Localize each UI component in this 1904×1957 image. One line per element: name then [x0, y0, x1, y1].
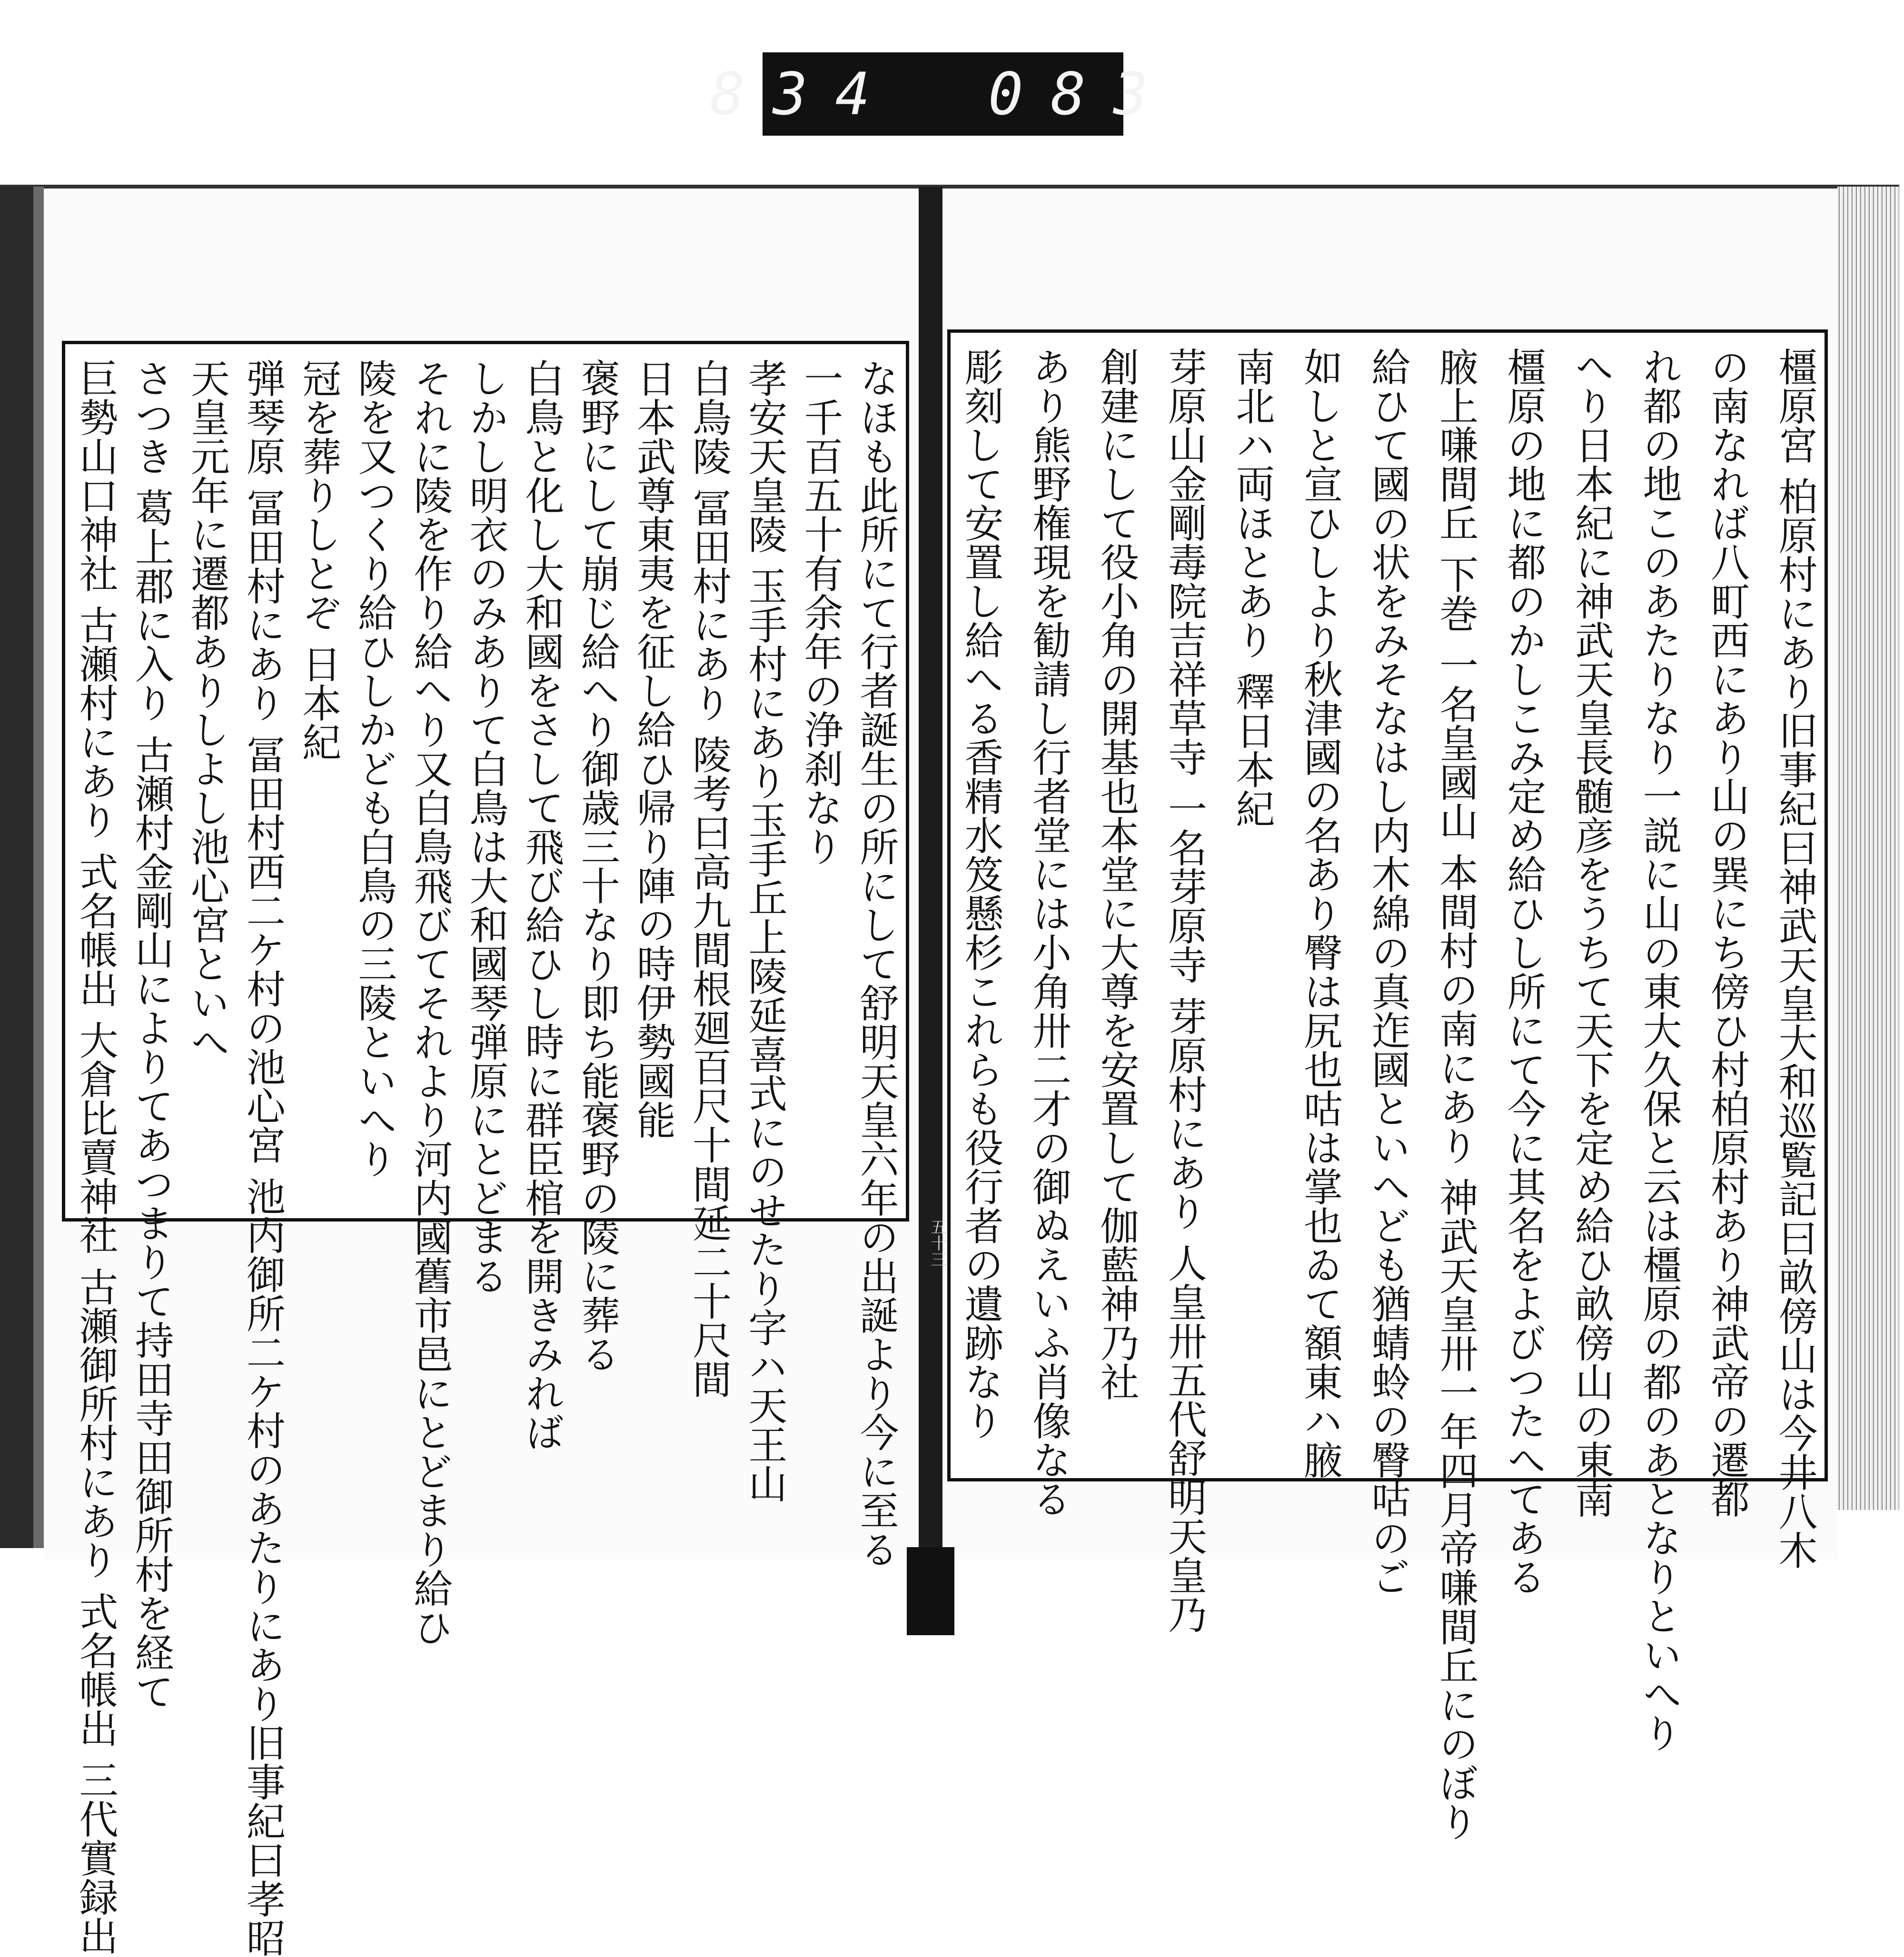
text-column: 白鳥陵 冨田村にあり 陵考曰高九間根廻百尺十間延二十尺間 — [686, 358, 732, 1399]
gutter-shadow — [907, 1547, 954, 1635]
text-column: 橿原宮 柏原村にあり旧事紀曰神武天皇大和巡覧記曰畝傍山は今井八木 — [1772, 347, 1817, 1570]
film-frame-number: 083 — [988, 60, 1176, 128]
text-column: 腋上嗛間丘 下巻 一名皇國山 本間村の南にあり 神武天皇卅一年四月帝嗛間丘にのぼり — [1433, 347, 1478, 1841]
text-column: へり日本紀に神武天皇長髄彦をうちて天下を定め給ひ畝傍山の東南 — [1568, 347, 1614, 1518]
text-column: 陵を又つくり給ひしかども白鳥の三陵といへり — [351, 358, 397, 1178]
text-column: しかし明衣のみありて白鳥は大和國琴弾原にとどまる — [463, 358, 508, 1295]
left-page-text-frame — [62, 341, 909, 1957]
text-column: 一千百五十有余年の浄刹なり — [797, 358, 843, 866]
text-column: 巨勢山口神社 古瀬村にあり 式名帳出 大倉比賣神社 古瀬御所村にあり 式名帳出 三代實録出 — [73, 358, 118, 1956]
page-stack-edge — [1837, 187, 1899, 1510]
text-column: 創建にして役小角の開基也本堂に大尊を安置して伽藍神乃社 — [1094, 347, 1139, 1401]
right-page-columns — [958, 347, 1817, 1841]
book-left-edge-inner — [33, 187, 44, 1548]
book-gutter — [919, 187, 942, 1615]
text-column: 橿原の地に都のかしこみ定め給ひし所にて今に其名をよびつたへてある — [1501, 347, 1546, 1596]
film-reel-number: 834 — [710, 60, 898, 128]
text-column: なほも此所にて行者誕生の所にして舒明天皇六年の出誕より今に至る — [853, 358, 899, 1569]
folio-mark: 五十三 — [928, 1219, 947, 1267]
text-column: 天皇元年に遷都ありしよし池心宮といへ — [184, 358, 230, 1061]
text-column: あり熊野権現を勧請し行者堂には小角卅二才の御ぬえいふ肖像なる — [1026, 347, 1071, 1518]
text-column: 弾琴原 冨田村にあり 冨田村西二ケ村の池心宮 池内御所二ケ村のあたりにあり旧事紀曰孝昭 — [240, 358, 286, 1957]
left-page-columns — [73, 358, 899, 1957]
book-left-edge — [0, 187, 33, 1548]
text-column: 如しと宣ひしより秋津國の名あり臀は尻也咕は掌也ゐて額東ハ腋 — [1297, 347, 1343, 1479]
text-column: さつき 葛上郡に入り 古瀬村金剛山によりてあつまりて持田寺田御所村を経て — [129, 358, 174, 1711]
text-column: 褒野にして崩じ給へり御歳三十なり即ち能褒野の陵に葬る — [575, 358, 620, 1373]
text-column: 南北ハ両ほとあり 釋日本紀 — [1230, 347, 1275, 828]
text-column: 白鳥と化し大和國をさして飛び給ひし時に群臣棺を開きみれば — [519, 358, 565, 1451]
text-column: 給ひて國の状をみそなはし内木綿の真迮國といへども猶蜻蛉の臀咕のご — [1365, 347, 1410, 1596]
text-column: れ都の地このあたりなり一説に山の東大久保と云は橿原の都のあとなりといへり — [1636, 347, 1682, 1752]
text-column: 孝安天皇陵 玉手村にあり玉手丘上陵延喜式にのせたり字ハ天王山 — [742, 358, 787, 1503]
text-column: 日本武尊東夷を征し給ひ帰り陣の時伊勢國能 — [630, 358, 676, 1139]
microfilm-frame-tag — [710, 52, 1176, 136]
right-page-text-frame — [947, 329, 1828, 1841]
book-top-edge — [0, 185, 1899, 189]
text-column: それに陵を作り給へり又白鳥飛びてそれより河内國舊市邑にとどまり給ひ — [407, 358, 453, 1647]
text-column: 彫刻して安置し給へる香精水笈懸杉これらも役行者の遺跡なり — [958, 347, 1003, 1440]
text-column: 芽原山金剛毒院吉祥草寺 一名芽原寺 芽原村にあり 人皇卅五代舒明天皇乃 — [1161, 347, 1207, 1634]
text-column: の南なれば八町西にあり山の巽にち傍ひ村柏原村あり神武帝の遷都 — [1704, 347, 1750, 1518]
text-column: 冠を葬りしとぞ 日本紀 — [296, 358, 341, 762]
